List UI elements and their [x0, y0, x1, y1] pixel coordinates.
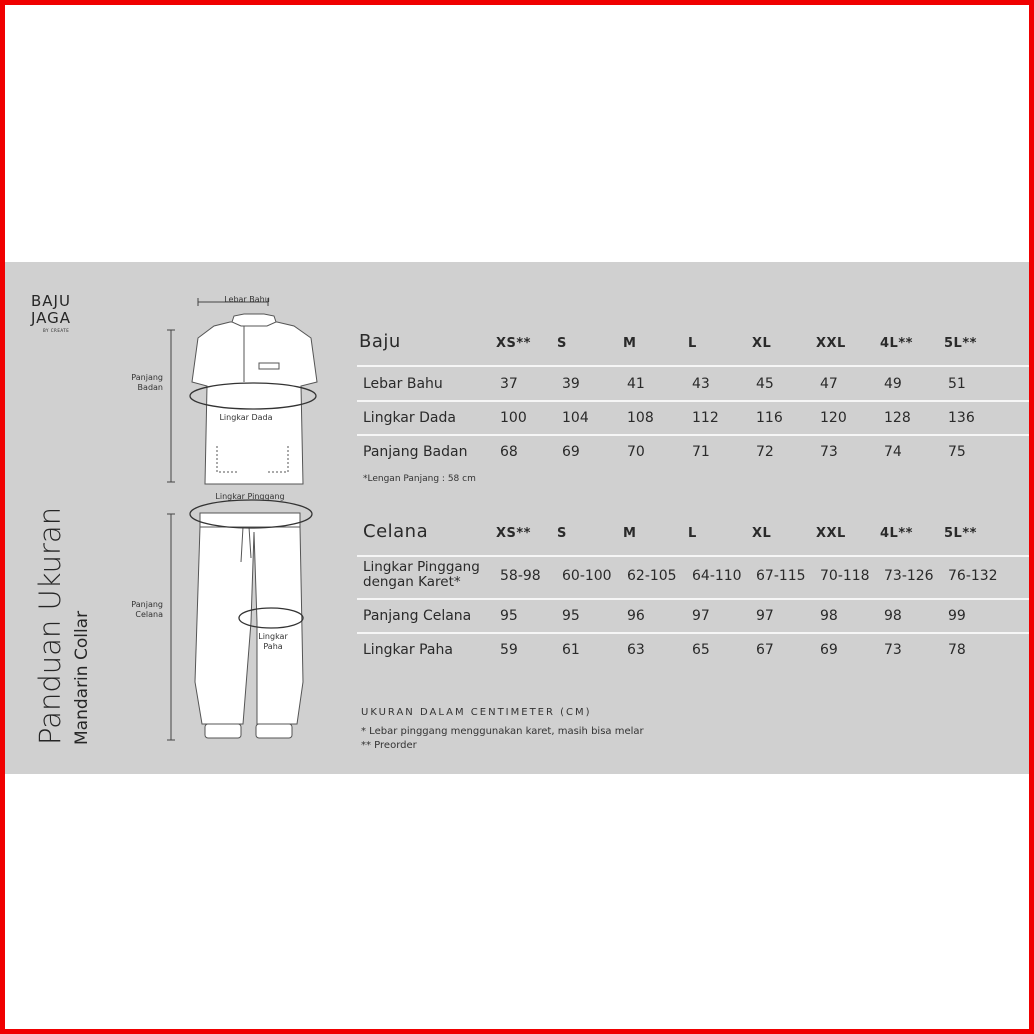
row-value: 62-105 [627, 568, 677, 584]
size-header: 4L** [880, 526, 913, 541]
row-value: 41 [627, 376, 645, 392]
row-label: Lingkar Paha [363, 642, 453, 658]
label-lebar-bahu: Lebar Bahu [224, 295, 270, 304]
row-value: 68 [500, 444, 518, 460]
row-value: 78 [948, 642, 966, 658]
table-divider [357, 555, 1029, 557]
size-header: XXL [816, 526, 846, 541]
row-value: 96 [627, 608, 645, 624]
garment-illustration [5, 262, 355, 774]
row-value: 104 [562, 410, 589, 426]
brand-line-1: BAJU [31, 292, 71, 310]
row-value: 61 [562, 642, 580, 658]
row-value: 120 [820, 410, 847, 426]
title-sub: Mandarin Collar [72, 610, 92, 745]
size-header: XL [752, 526, 772, 541]
size-header: 5L** [944, 336, 977, 351]
size-header: XXL [816, 336, 846, 351]
row-value: 75 [948, 444, 966, 460]
row-label: Lingkar Pinggang dengan Karet* [363, 559, 480, 590]
label-panjang-badan: Panjang Badan [131, 373, 163, 392]
brand-line-2: JAGA [31, 309, 72, 327]
row-value: 97 [756, 608, 774, 624]
baju-note: *Lengan Panjang : 58 cm [363, 474, 476, 484]
row-value: 64-110 [692, 568, 742, 584]
row-value: 45 [756, 376, 774, 392]
size-header: 5L** [944, 526, 977, 541]
row-value: 98 [884, 608, 902, 624]
label-lingkar-paha: Lingkar Paha [258, 632, 288, 651]
row-value: 63 [627, 642, 645, 658]
row-value: 73 [884, 642, 902, 658]
row-value: 39 [562, 376, 580, 392]
table-divider [357, 434, 1029, 436]
row-value: 71 [692, 444, 710, 460]
row-label: Panjang Badan [363, 444, 468, 460]
size-header: XL [752, 336, 772, 351]
row-value: 69 [820, 642, 838, 658]
row-value: 37 [500, 376, 518, 392]
footnote-elastic: * Lebar pinggang menggunakan karet, masih bisa melar [361, 726, 644, 737]
row-value: 95 [562, 608, 580, 624]
row-value: 51 [948, 376, 966, 392]
table-divider [357, 400, 1029, 402]
row-value: 60-100 [562, 568, 612, 584]
row-value: 70 [627, 444, 645, 460]
table-divider [357, 365, 1029, 367]
row-value: 76-132 [948, 568, 998, 584]
label-lingkar-pinggang: Lingkar Pinggang [215, 492, 285, 501]
row-value: 116 [756, 410, 783, 426]
row-value: 58-98 [500, 568, 541, 584]
title-main: Panduan Ukuran [33, 506, 67, 745]
row-value: 49 [884, 376, 902, 392]
row-value: 74 [884, 444, 902, 460]
row-value: 69 [562, 444, 580, 460]
row-value: 67 [756, 642, 774, 658]
size-header: L [688, 336, 697, 351]
row-value: 99 [948, 608, 966, 624]
size-guide-panel [5, 262, 1029, 774]
footnote-preorder: ** Preorder [361, 740, 417, 751]
celana-table-title: Celana [363, 521, 429, 542]
row-value: 100 [500, 410, 527, 426]
size-header: L [688, 526, 697, 541]
row-value: 47 [820, 376, 838, 392]
row-value: 97 [692, 608, 710, 624]
row-value: 67-115 [756, 568, 806, 584]
size-header: S [557, 336, 567, 351]
row-value: 73-126 [884, 568, 934, 584]
row-value: 136 [948, 410, 975, 426]
row-value: 95 [500, 608, 518, 624]
row-value: 65 [692, 642, 710, 658]
baju-table-title: Baju [359, 331, 401, 352]
units-note: UKURAN DALAM CENTIMETER (CM) [361, 707, 592, 718]
row-value: 73 [820, 444, 838, 460]
row-value: 112 [692, 410, 719, 426]
size-header: XS** [496, 336, 531, 351]
row-value: 72 [756, 444, 774, 460]
table-divider [357, 632, 1029, 634]
table-divider [357, 598, 1029, 600]
row-value: 43 [692, 376, 710, 392]
size-header: XS** [496, 526, 531, 541]
row-value: 70-118 [820, 568, 870, 584]
label-lingkar-dada: Lingkar Dada [219, 413, 273, 422]
row-label: Panjang Celana [363, 608, 472, 624]
size-header: 4L** [880, 336, 913, 351]
row-value: 98 [820, 608, 838, 624]
brand-line-3: BY CREATE [43, 328, 70, 333]
size-header: S [557, 526, 567, 541]
row-value: 128 [884, 410, 911, 426]
size-header: M [623, 526, 637, 541]
row-value: 108 [627, 410, 654, 426]
size-header: M [623, 336, 637, 351]
label-panjang-celana: Panjang Celana [131, 600, 163, 619]
row-value: 59 [500, 642, 518, 658]
row-label: Lingkar Dada [363, 410, 456, 426]
row-label: Lebar Bahu [363, 376, 443, 392]
